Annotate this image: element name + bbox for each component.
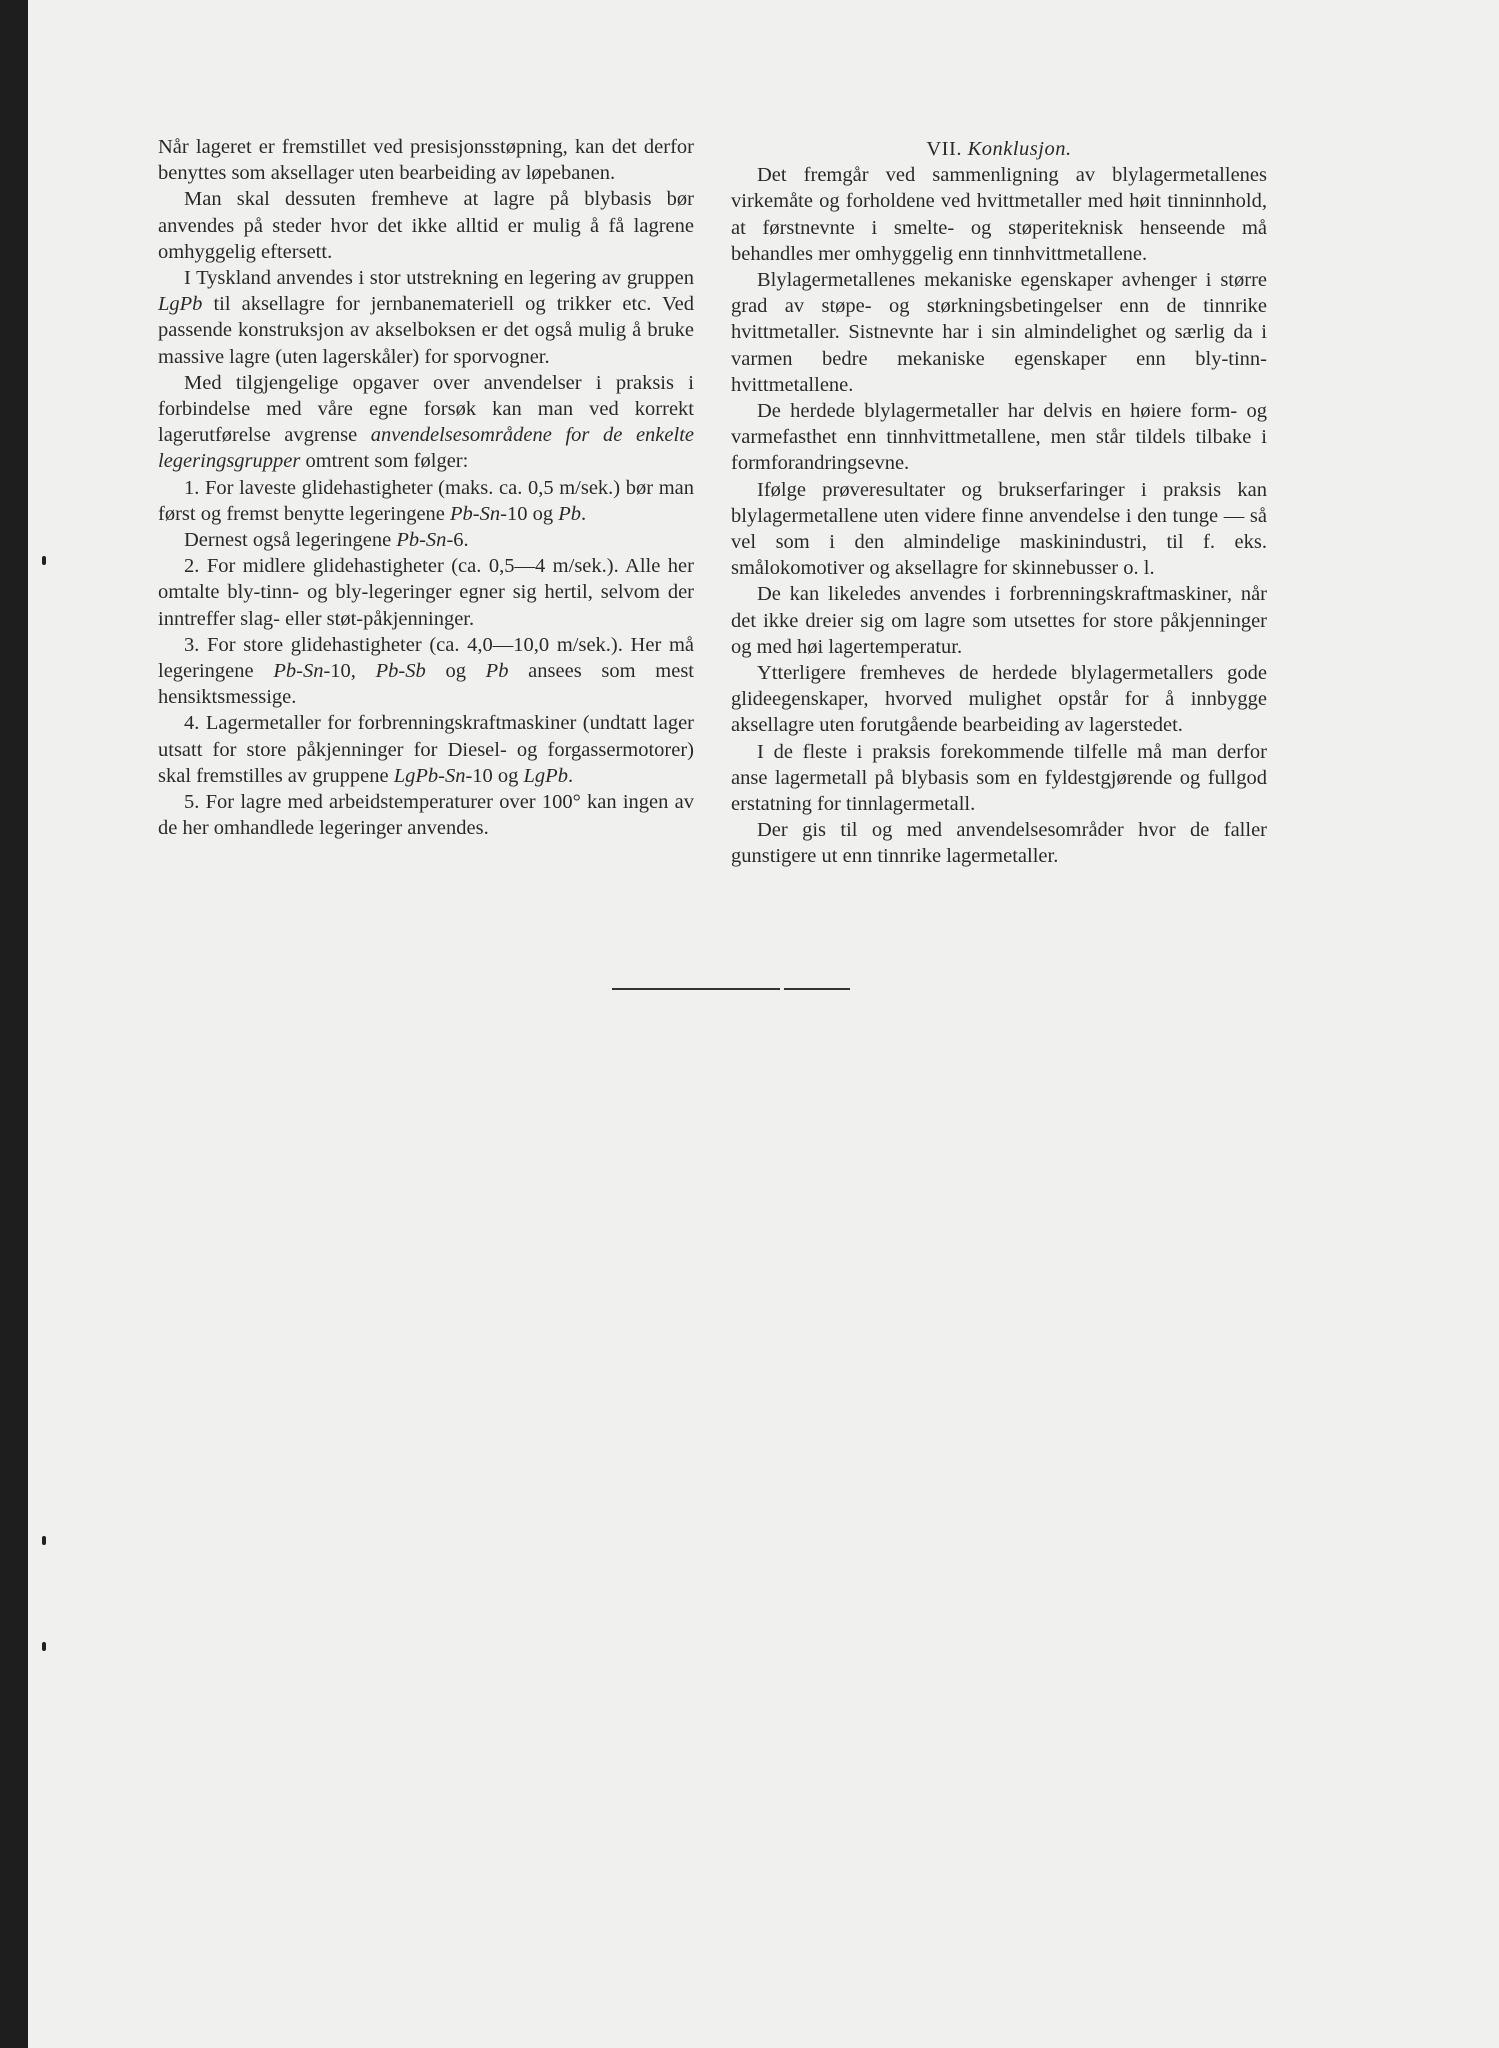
paragraph: De herdede blylagermetaller har delvis en høiere form- og varmefasthet enn tinnhvittmetallene, men står tildels tilbake i formforandringsevne. bbox=[731, 400, 1267, 475]
paragraph: Ytterligere fremheves de herdede blylagermetallers gode glideegenskaper, hvorved mulighet opstår for å innbygge aksellagre uten forutgående bearbeiding av lagerstedet. bbox=[731, 662, 1267, 737]
scan-mark bbox=[42, 1536, 46, 1545]
document-page bbox=[28, 0, 1499, 2048]
list-item: 5. For lagre med arbeidstemperaturer over 100° kan ingen av de her omhandlede legeringer anvendes. bbox=[158, 791, 694, 840]
scan-mark bbox=[42, 1642, 46, 1651]
list-item: 4. Lagermetaller for forbrenningskraftmaskiner (undtatt lager utsatt for store påkjenninger for Diesel- og forgassermotorer) skal fremstilles av gruppene LgPb-Sn-10 og LgPb. bbox=[158, 712, 694, 787]
list-item: 1. For laveste glidehastigheter (maks. ca. 0,5 m/sek.) bør man først og fremst benytte legeringene Pb-Sn-10 og Pb. bbox=[158, 476, 694, 525]
section-heading: VII. Konklusjon. bbox=[926, 138, 1072, 160]
paragraph: Der gis til og med anvendelsesområder hvor de faller gunstigere ut enn tinnrike lagermetaller. bbox=[731, 819, 1267, 868]
paragraph: Ifølge prøveresultater og brukserfaringer i praksis kan blylagermetallene uten videre finne anvendelse i den tunge — så vel som i den almindelige maskinindustri, til f. eks. smålokomotiver og aksellagre for skinnebusser o. l. bbox=[731, 478, 1267, 580]
paragraph: I de fleste i praksis forekommende tilfelle må man derfor anse lagermetall på blybasis som en fyldestgjørende og fullgod erstatning for tinnlagermetall. bbox=[731, 740, 1267, 816]
paragraph: Når lageret er fremstillet ved presisjonsstøpning, kan det derfor benyttes som aksellager uten bearbeiding av løpebanen. bbox=[158, 136, 694, 185]
right-column bbox=[731, 136, 1267, 870]
paragraph: Med tilgjengelige opgaver over anvendelser i praksis i forbindelse med våre egne forsøk kan man ved korrekt lagerutførelse avgrense anvendelsesområdene for de enkelte legeringsgrupper omtrent som følger: bbox=[158, 371, 694, 473]
paragraph: Dernest også legeringene Pb-Sn-6. bbox=[184, 529, 469, 552]
end-rule bbox=[612, 988, 850, 990]
left-column bbox=[158, 134, 694, 841]
list-item: 3. For store glidehastigheter (ca. 4,0—10,0 m/sek.). Her må legeringene Pb-Sn-10, Pb-Sb og Pb ansees som mest hensiktsmessige. bbox=[158, 633, 694, 709]
scan-mark bbox=[42, 556, 46, 565]
paragraph: Det fremgår ved sammenligning av blylagermetallenes virkemåte og forholdene ved hvittmetaller med høit tinninnhold, at førstnevnte i smelte- og støperiteknisk henseende må behandles mer omhyggelig enn tinnhvittmetallene. bbox=[731, 164, 1267, 265]
paragraph: Man skal dessuten fremheve at lagre på blybasis bør anvendes på steder hvor det ikke alltid er mulig å få lagrene omhyggelig eftersett. bbox=[158, 188, 694, 263]
paragraph: De kan likeledes anvendes i forbrenningskraftmaskiner, når det ikke dreier sig om lagre som utsettes for store påkjenninger og med høi lagertemperatur. bbox=[731, 583, 1267, 658]
paragraph: Blylagermetallenes mekaniske egenskaper avhenger i større grad av støpe- og størkningsbetingelser enn de tinnrike hvittmetaller. Sistnevnte har i sin almindelighet og særlig da i varmen bedre mekaniske egenskaper enn bly-tinn-hvittmetallene. bbox=[731, 269, 1267, 396]
paragraph: I Tyskland anvendes i stor utstrekning en legering av gruppen LgPb til aksellagre for jernbanemateriell og trikker etc. Ved passende konstruksjon av akselboksen er det også mulig å bruke massive lagre (uten lagerskåler) for sporvogner. bbox=[158, 267, 694, 368]
list-item: 2. For midlere glidehastigheter (ca. 0,5—4 m/sek.). Alle her omtalte bly-tinn- og bly-legeringer egner sig hertil, selvom der inntreffer slag- eller støt-påkjenninger. bbox=[158, 555, 694, 630]
